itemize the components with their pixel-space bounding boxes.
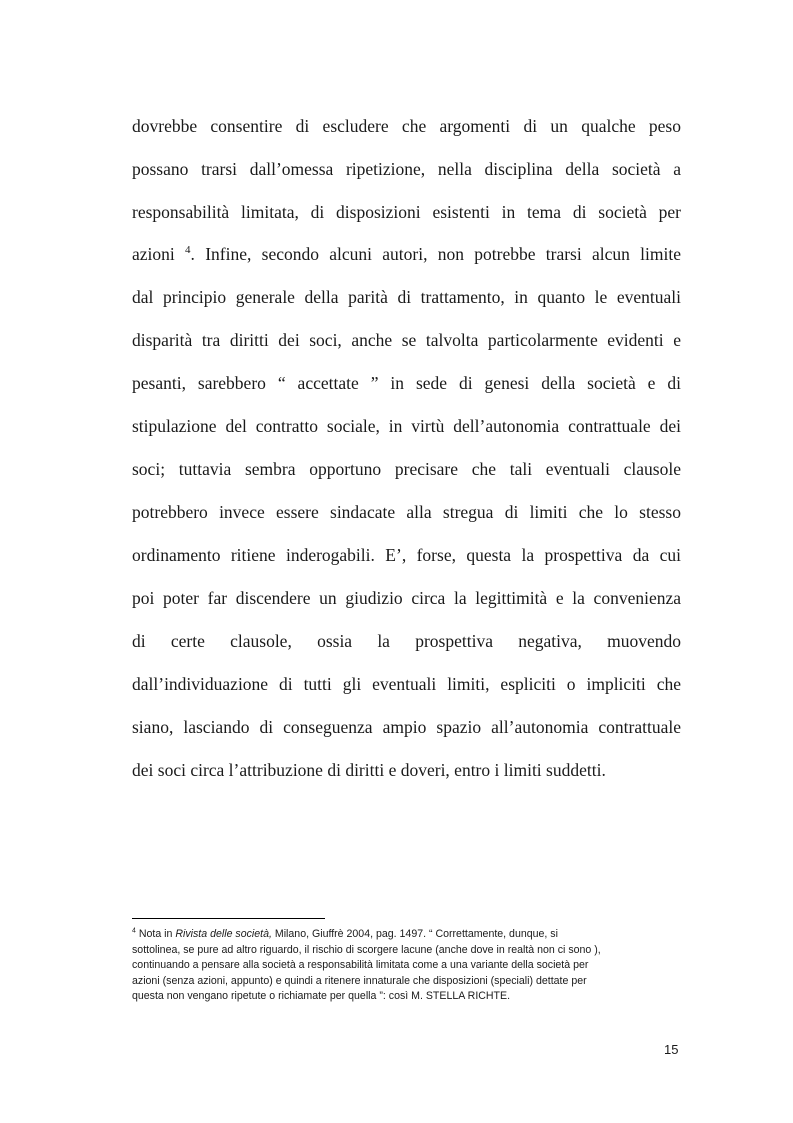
body-line-15: siano, lasciando di conseguenza ampio spazio all’autonomia contrattuale xyxy=(132,717,681,737)
body-line-1: dovrebbe consentire di escludere che argomenti di un qualche peso xyxy=(132,116,681,136)
body-line-14: dall’individuazione di tutti gli eventuali limiti, espliciti o impliciti che xyxy=(132,674,681,694)
footnote-number: 4 xyxy=(132,927,136,935)
body-line-8: stipulazione del contratto sociale, in virtù dell’autonomia contrattuale dei xyxy=(132,416,681,436)
body-line-13: di certe clausole, ossia la prospettiva negativa, muovendo xyxy=(132,631,681,651)
body-line-4-start: azioni xyxy=(132,244,175,264)
body-line-4 xyxy=(132,243,681,265)
body-line-11: ordinamento ritiene inderogabili. E’, forse, questa la prospettiva da cui xyxy=(132,545,681,565)
body-line-3: responsabilità limitata, di disposizioni esistenti in tema di società per xyxy=(132,202,681,222)
footnote-line-3: continuando a pensare alla società a responsabilità limitata come a una variante della società per xyxy=(132,959,589,971)
footnote-line-2: sottolinea, se pure ad altro riguardo, il rischio di scorgere lacune (anche dove in realtà non ci sono ), xyxy=(132,943,601,956)
body-line-7: pesanti, sarebbero “ accettate ” in sede di genesi della società e di xyxy=(132,373,681,393)
footnote-text-1a: Nota in xyxy=(135,928,176,940)
body-line-10: potrebbero invece essere sindacate alla stregua di limiti che lo stesso xyxy=(132,502,681,522)
body-line-6: disparità tra diritti dei soci, anche se talvolta particolarmente evidenti e xyxy=(132,330,681,350)
footnote-line-5: questa non vengano ripetute o richiamate per quella ”: così M. STELLA RICHTE. xyxy=(132,990,511,1002)
footnote-journal-title: Rivista delle società, xyxy=(175,928,272,940)
footnote xyxy=(132,927,692,1005)
footnote-line-4: azioni (senza azioni, appunto) e quindi a ritenere innaturale che disposizioni (speciali) dettate per xyxy=(132,974,587,987)
footnote-reference: 4 xyxy=(185,244,191,257)
body-line-4-end: . Infine, secondo alcuni autori, non potrebbe trarsi alcun limite xyxy=(190,244,681,264)
body-line-12: poi poter far discendere un giudizio circa la legittimità e la convenienza xyxy=(132,588,681,608)
body-line-2: possano trarsi dall’omessa ripetizione, nella disciplina della società a xyxy=(132,159,681,179)
body-line-9: soci; tuttavia sembra opportuno precisare che tali eventuali clausole xyxy=(132,459,681,479)
footnote-line-1 xyxy=(132,927,692,943)
footnote-separator xyxy=(132,918,325,919)
page-number: 15 xyxy=(664,1042,679,1057)
footnote-text-1b: Milano, Giuffrè 2004, pag. 1497. “ Correttamente, dunque, si xyxy=(271,928,558,940)
body-line-5: dal principio generale della parità di trattamento, in quanto le eventuali xyxy=(132,287,681,307)
body-line-16: dei soci circa l’attribuzione di diritti e doveri, entro i limiti suddetti. xyxy=(132,760,606,780)
